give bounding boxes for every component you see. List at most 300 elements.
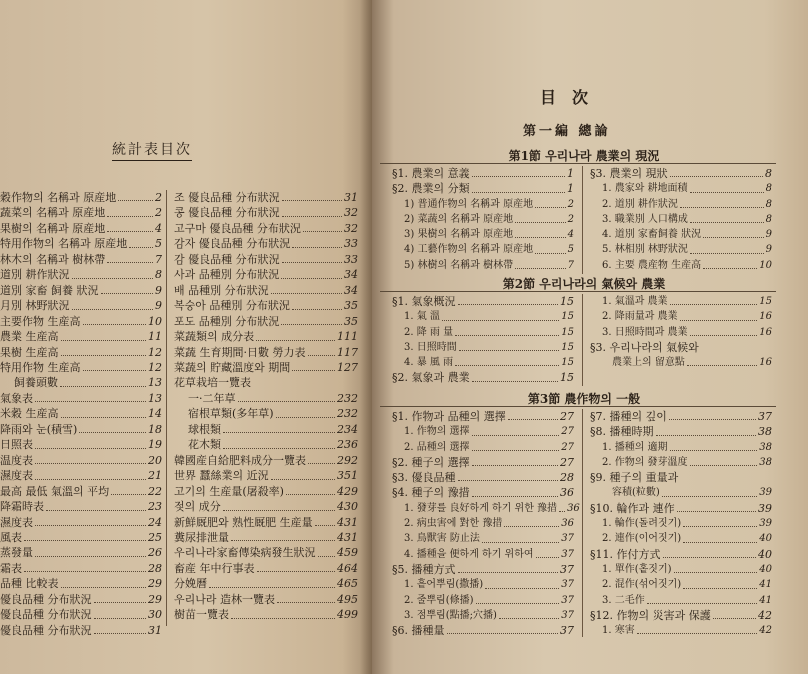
dot-leader (111, 484, 146, 495)
toc-entry-page: 28 (560, 471, 574, 485)
toc-entry-page: 38 (759, 456, 772, 468)
toc-entry-title: 2. 品種의 選擇 (404, 441, 470, 453)
part-heading: 第一編 總論 (523, 124, 611, 139)
toc-entry (174, 329, 358, 344)
dot-leader (683, 531, 757, 542)
toc-entry (174, 252, 358, 267)
toc-entry (174, 391, 358, 406)
toc-entry (392, 485, 574, 500)
toc-entry-title: 優良品種 分布狀況 (0, 592, 92, 606)
toc-entry-page: 31 (148, 623, 162, 637)
toc-entry-title: 젖의 成分 (174, 500, 221, 514)
toc-entry (174, 545, 358, 560)
toc-entry-page: 232 (337, 407, 358, 421)
toc-entry (590, 340, 772, 355)
toc-entry (0, 329, 162, 344)
toc-entry (174, 592, 358, 607)
dot-leader (238, 391, 336, 402)
dot-leader (271, 283, 342, 294)
toc-entry-page: 38 (759, 441, 772, 453)
toc-entry (0, 267, 162, 282)
toc-entry-page: 8 (765, 198, 772, 210)
toc-entry-page: 430 (337, 500, 358, 514)
toc-entry-title: 4. 道別 家畜飼養 狀況 (602, 229, 702, 241)
dot-leader (61, 406, 147, 417)
toc-entry-title: 2. 作物의 發芽溫度 (602, 456, 688, 468)
dot-leader (485, 577, 559, 588)
toc-entry-page: 236 (337, 438, 358, 452)
dot-leader (308, 345, 336, 356)
toc-entry-title: 1. 發芽를 良好하게 하기 위한 豫措 (404, 502, 558, 514)
toc-entry-title: 감자 優良品種 分布狀況 (174, 237, 291, 251)
toc-entry-page: 28 (148, 561, 162, 575)
dot-leader (61, 329, 147, 340)
toc-entry-page: 464 (337, 561, 358, 575)
dot-leader (455, 355, 559, 366)
toc-entry-page: 15 (561, 311, 574, 323)
dot-leader (683, 577, 757, 588)
toc-entry-page: 37 (561, 533, 574, 545)
dot-leader (129, 236, 153, 247)
toc-entry-title: 2. 줄뿌림(條播) (404, 594, 474, 606)
dot-leader (536, 547, 560, 558)
section-rule-1 (380, 163, 776, 164)
toc-entry-page: 40 (759, 533, 772, 545)
toc-entry-page: 4 (155, 221, 162, 235)
dot-leader (690, 455, 758, 466)
toc-entry-page: 9 (765, 229, 772, 241)
toc-entry-title: 最高 最低 氣溫의 平均 (0, 484, 110, 498)
toc-entry (590, 409, 772, 424)
section-rule-3 (380, 406, 776, 407)
toc-entry-title: 3. 日照時間 (404, 341, 457, 353)
toc-entry (174, 437, 358, 452)
toc-entry-title: 2. 降雨量과 農業 (602, 311, 678, 323)
toc-entry-page: 12 (148, 360, 162, 374)
toc-entry-page: 232 (337, 391, 358, 405)
dot-leader (458, 470, 559, 481)
toc-entry-title: 1. 輪作(돌려짓기) (602, 518, 682, 530)
toc-entry-title: 2. 道別 耕作狀況 (602, 198, 678, 210)
toc-entry-title: 降霜時表 (0, 500, 44, 514)
toc-entry (392, 197, 574, 212)
toc-entry (392, 258, 574, 273)
toc-entry (0, 437, 162, 452)
column-divider (166, 190, 167, 626)
toc-entry (174, 484, 358, 499)
dot-leader (282, 252, 342, 263)
toc-entry-page: 8 (765, 213, 772, 225)
toc-entry-title: 特用作物의 名稱과 原産地 (0, 237, 128, 251)
toc-entry (0, 623, 162, 638)
dot-leader (455, 325, 559, 336)
toc-entry-title: §3. 優良品種 (392, 471, 456, 485)
toc-entry (392, 562, 574, 577)
dot-leader (647, 593, 758, 604)
toc-entry-title: 1. 氣 溫 (404, 311, 440, 323)
toc-entry-page: 18 (148, 422, 162, 436)
toc-entry (0, 375, 162, 390)
toc-entry-page: 41 (759, 594, 772, 606)
toc-entry (392, 212, 574, 227)
toc-entry-page: 429 (337, 484, 358, 498)
dot-leader (559, 501, 565, 512)
dot-leader (223, 499, 335, 510)
toc-entry-title: 4. 暴 風 雨 (404, 357, 454, 369)
toc-entry-page: 37 (561, 548, 574, 560)
dot-leader (669, 409, 756, 420)
dot-leader (282, 190, 342, 201)
dot-leader (482, 531, 559, 542)
toc-entry-page: 33 (344, 237, 358, 251)
toc-entry (0, 422, 162, 437)
dot-leader (35, 453, 146, 464)
dot-leader (94, 623, 147, 634)
toc-entry-title: 우리나라家畜傳染病發生狀況 (174, 546, 316, 560)
toc-entry (590, 562, 772, 577)
toc-entry-title: 1. 單作(홑짓기) (602, 563, 672, 575)
toc-entry-page: 27 (560, 410, 574, 423)
toc-entry-title: §5. 播種方式 (392, 562, 456, 576)
toc-entry-title: 2. 混作(섞어짓기) (602, 579, 682, 591)
toc-entry-title: 2. 降 雨 量 (404, 326, 454, 338)
toc-entry (590, 242, 772, 257)
dot-leader (459, 340, 560, 351)
toc-entry-title: 濕度表 (0, 469, 33, 483)
toc-entry (174, 499, 358, 514)
toc-entry-page: 30 (148, 608, 162, 622)
toc-entry-page: 35 (344, 299, 358, 313)
toc-entry-title: 降雨와 눈(積雪) (0, 422, 78, 436)
toc-entry-page: 1 (567, 182, 574, 196)
dot-leader (101, 283, 154, 294)
toc-entry (0, 360, 162, 375)
dot-leader (515, 212, 566, 223)
toc-entry (392, 325, 574, 340)
toc-entry-page: 2 (155, 191, 162, 204)
toc-entry-title: §9. 種子의 重量과 (590, 471, 679, 485)
dot-leader (257, 561, 336, 572)
toc-entry (392, 531, 574, 546)
toc-entry (590, 623, 772, 638)
toc-entry (590, 309, 772, 324)
statistics-list-column-1 (0, 190, 162, 638)
toc-entry-page: 117 (337, 345, 358, 359)
toc-entry-page: 9 (765, 244, 772, 256)
toc-entry (0, 190, 162, 205)
toc-entry-title: 3. 日照時間과 農業 (602, 326, 688, 338)
toc-entry-page: 42 (759, 625, 772, 637)
toc-entry (392, 340, 574, 355)
toc-entry-title: 花木類 (188, 438, 221, 452)
dot-leader (281, 267, 342, 278)
toc-entry-title: 菜蔬의 貯藏溫度와 期間 (174, 360, 291, 374)
dot-leader (662, 485, 757, 496)
toc-entry-title: 6. 主要 農産物 生産高 (602, 259, 702, 271)
toc-entry (590, 470, 772, 485)
toc-entry-page: 15 (560, 295, 574, 308)
toc-entry-title: 優良品種 分布狀況 (0, 623, 92, 637)
dot-leader (223, 422, 335, 433)
dot-leader (24, 561, 146, 572)
section-3-divider (582, 409, 583, 637)
section-1-left-list (392, 166, 574, 273)
dot-leader (670, 166, 763, 177)
toc-entry (174, 314, 358, 329)
dot-leader (535, 242, 566, 253)
section-1-right-list (590, 166, 772, 273)
toc-entry-page: 16 (759, 311, 772, 323)
statistics-list-column-2 (174, 190, 358, 623)
toc-entry-title: 3) 果樹의 名稱과 原産地 (404, 229, 514, 241)
toc-entry (590, 355, 772, 370)
toc-entry (174, 190, 358, 205)
dot-leader (656, 424, 757, 435)
dot-leader (35, 545, 146, 556)
toc-entry-page: 14 (148, 407, 162, 421)
toc-entry-page: 38 (758, 425, 772, 439)
toc-entry (590, 166, 772, 181)
toc-entry-title: 分娩曆 (174, 577, 207, 591)
dot-leader (703, 258, 757, 269)
toc-entry (392, 455, 574, 470)
toc-entry (590, 294, 772, 309)
dot-leader (670, 440, 758, 451)
toc-entry (590, 577, 772, 592)
toc-entry-title: 品種 比較表 (0, 577, 59, 591)
dot-leader (458, 294, 559, 305)
toc-entry (590, 455, 772, 470)
toc-entry-page: 15 (560, 371, 574, 385)
toc-entry (590, 258, 772, 273)
toc-entry (392, 501, 580, 516)
toc-entry (590, 197, 772, 212)
dot-leader (286, 484, 335, 495)
toc-entry (392, 593, 574, 608)
dot-leader (308, 453, 335, 464)
dot-leader (79, 422, 146, 433)
toc-entry-page: 29 (148, 592, 162, 606)
toc-entry-title: §7. 播種의 깊이 (590, 410, 667, 423)
toc-entry-title: §2. 氣象과 農業 (392, 371, 470, 385)
toc-entry-page: 2 (567, 213, 574, 225)
toc-entry-page: 499 (337, 608, 358, 622)
dot-leader (292, 360, 335, 371)
toc-entry-title: 3. 二毛作 (602, 594, 645, 606)
toc-entry-title: 고기의 生産量(屠殺率) (174, 484, 284, 498)
dot-leader (680, 309, 758, 320)
toc-entry (174, 221, 358, 236)
toc-entry-title: §2. 農業의 分類 (392, 182, 470, 196)
toc-entry-page: 37 (560, 562, 574, 576)
toc-entry (174, 406, 358, 421)
toc-entry (174, 515, 358, 530)
toc-entry-title: 5. 林相別 林野狀況 (602, 244, 688, 256)
toc-entry-title: §1. 農業의 意義 (392, 167, 470, 180)
toc-entry-page: 39 (759, 487, 772, 499)
toc-entry-title: 新鮮厩肥와 熟性厩肥 生産量 (174, 515, 313, 529)
toc-entry-title: 球根類 (188, 422, 221, 436)
toc-entry (174, 422, 358, 437)
toc-entry-title: 霜表 (0, 561, 22, 575)
statistics-index-title: 統計表目次 (112, 139, 192, 161)
toc-entry-title: 穀作物의 名稱과 原産地 (0, 191, 117, 204)
toc-entry-title: 米穀 生産高 (0, 407, 59, 421)
toc-entry-title: 林木의 名稱과 樹林帶 (0, 252, 106, 266)
toc-entry-title: 콩 優良品種 分布狀況 (174, 206, 280, 220)
toc-entry-title: 農業上의 留意點 (612, 357, 685, 369)
toc-entry (0, 607, 162, 622)
toc-entry (590, 608, 772, 623)
dot-leader (35, 391, 146, 402)
toc-entry-title: 포도 品種別 分布狀況 (174, 314, 280, 328)
toc-entry-title: §12. 作物의 災害과 保護 (590, 608, 711, 622)
toc-entry-title: §1. 氣象概況 (392, 295, 456, 308)
toc-entry (174, 205, 358, 220)
toc-entry (392, 470, 574, 485)
dot-leader (670, 294, 758, 305)
dot-leader (231, 607, 335, 618)
dot-leader (256, 329, 335, 340)
dot-leader (690, 242, 764, 253)
toc-entry-page: 21 (148, 469, 162, 483)
toc-entry-page: 292 (337, 453, 358, 467)
toc-entry-title: 사과 品種別 分布狀況 (174, 268, 280, 282)
toc-entry (392, 409, 574, 424)
toc-entry (590, 485, 772, 500)
dot-leader (72, 298, 154, 309)
toc-entry-page: 42 (758, 608, 772, 622)
toc-entry-title: 飼養頭數 (14, 376, 58, 390)
toc-entry-title: 2. 病虫害에 對한 豫措 (404, 518, 503, 530)
toc-entry-page: 36 (561, 518, 574, 530)
dot-leader (35, 515, 146, 526)
dot-leader (46, 499, 146, 510)
toc-entry-title: 蔬菜의 名稱과 原産地 (0, 206, 106, 220)
toc-entry-title: 3. 점뿌림(點播;穴播) (404, 609, 497, 621)
toc-entry-title: 3. 職業別 人口構成 (602, 213, 688, 225)
toc-entry-title: 果樹의 名稱과 原産地 (0, 221, 106, 235)
toc-entry (174, 607, 358, 622)
dot-leader (690, 181, 764, 192)
toc-entry-page: 465 (337, 577, 358, 591)
toc-entry-page: 24 (148, 515, 162, 529)
dot-leader (472, 424, 560, 435)
toc-entry-title: 畜産 年中行事表 (174, 561, 255, 575)
toc-entry (0, 576, 162, 591)
toc-entry-title: 1. 흩어뿌림(撒播) (404, 579, 484, 591)
toc-entry (392, 516, 574, 531)
dot-leader (223, 437, 335, 448)
toc-entry (392, 440, 574, 455)
toc-entry-page: 10 (148, 314, 162, 328)
toc-entry (0, 592, 162, 607)
toc-entry-page: 39 (758, 501, 772, 515)
toc-entry-page: 31 (344, 191, 358, 204)
toc-entry-title: 韓國産自給肥料成分一覽表 (174, 453, 306, 467)
toc-entry (590, 531, 772, 546)
left-page (0, 0, 372, 674)
toc-entry-page: 32 (344, 221, 358, 235)
toc-entry-page: 4 (567, 229, 574, 241)
dot-leader (504, 516, 559, 527)
toc-entry-title: 果樹 生産高 (0, 345, 59, 359)
toc-entry-title: 2. 連作(이어짓기) (602, 533, 682, 545)
toc-entry-title: 1. 農家와 耕地面積 (602, 183, 688, 195)
toc-entry (392, 309, 574, 324)
toc-entry-page: 351 (337, 469, 358, 483)
toc-entry-page: 2 (567, 198, 574, 210)
toc-entry-page: 37 (561, 609, 574, 621)
toc-entry (174, 453, 358, 468)
toc-entry (590, 516, 772, 531)
toc-entry-page: 41 (759, 579, 772, 591)
toc-entry (0, 314, 162, 329)
toc-entry-title: §1. 作物과 品種의 選擇 (392, 410, 506, 423)
dot-leader (282, 205, 342, 216)
toc-entry-page: 16 (759, 357, 772, 369)
dot-leader (472, 370, 558, 381)
toc-entry (392, 227, 574, 242)
dot-leader (458, 562, 559, 573)
toc-entry-page: 20 (148, 453, 162, 467)
toc-entry-title: 道別 家畜 飼養 狀況 (0, 283, 99, 297)
dot-leader (442, 309, 559, 320)
toc-entry (174, 236, 358, 251)
toc-entry-title: 道別 耕作狀況 (0, 268, 70, 282)
toc-entry-page: 39 (759, 518, 772, 530)
toc-entry-title: 一·二年草 (188, 391, 236, 405)
toc-entry (590, 547, 772, 562)
toc-entry-title: 糞尿排泄量 (174, 530, 229, 544)
toc-entry-page: 36 (560, 486, 574, 500)
toc-entry (174, 345, 358, 360)
toc-entry-title: 5) 林樹의 名稱과 樹林帶 (404, 259, 514, 271)
toc-entry-page: 26 (148, 546, 162, 560)
toc-entry (0, 453, 162, 468)
toc-entry-title: 조 優良品種 分布狀況 (174, 191, 280, 204)
toc-entry (0, 468, 162, 483)
dot-leader (508, 409, 558, 420)
toc-entry (392, 355, 574, 370)
toc-entry (0, 298, 162, 313)
toc-entry-title: 温度表 (0, 453, 33, 467)
toc-entry (590, 227, 772, 242)
toc-entry-page: 11 (148, 330, 162, 344)
dot-leader (703, 227, 764, 238)
toc-entry (174, 298, 358, 313)
dot-leader (476, 593, 560, 604)
section-1-divider (582, 166, 583, 274)
toc-entry (392, 181, 574, 196)
toc-entry (392, 242, 574, 257)
dot-leader (315, 515, 335, 526)
dot-leader (674, 562, 758, 573)
toc-entry (392, 623, 574, 638)
toc-entry-page: 34 (344, 268, 358, 282)
toc-entry (174, 530, 358, 545)
toc-entry (0, 499, 162, 514)
dot-leader (292, 298, 342, 309)
toc-entry-page: 9 (155, 299, 162, 313)
toc-entry (392, 294, 574, 309)
toc-entry (392, 547, 574, 562)
toc-entry-title: 4) 工藝作物의 名稱과 原産地 (404, 244, 534, 256)
dot-leader (83, 314, 147, 325)
toc-entry (0, 345, 162, 360)
dot-leader (271, 468, 335, 479)
toc-entry (590, 212, 772, 227)
